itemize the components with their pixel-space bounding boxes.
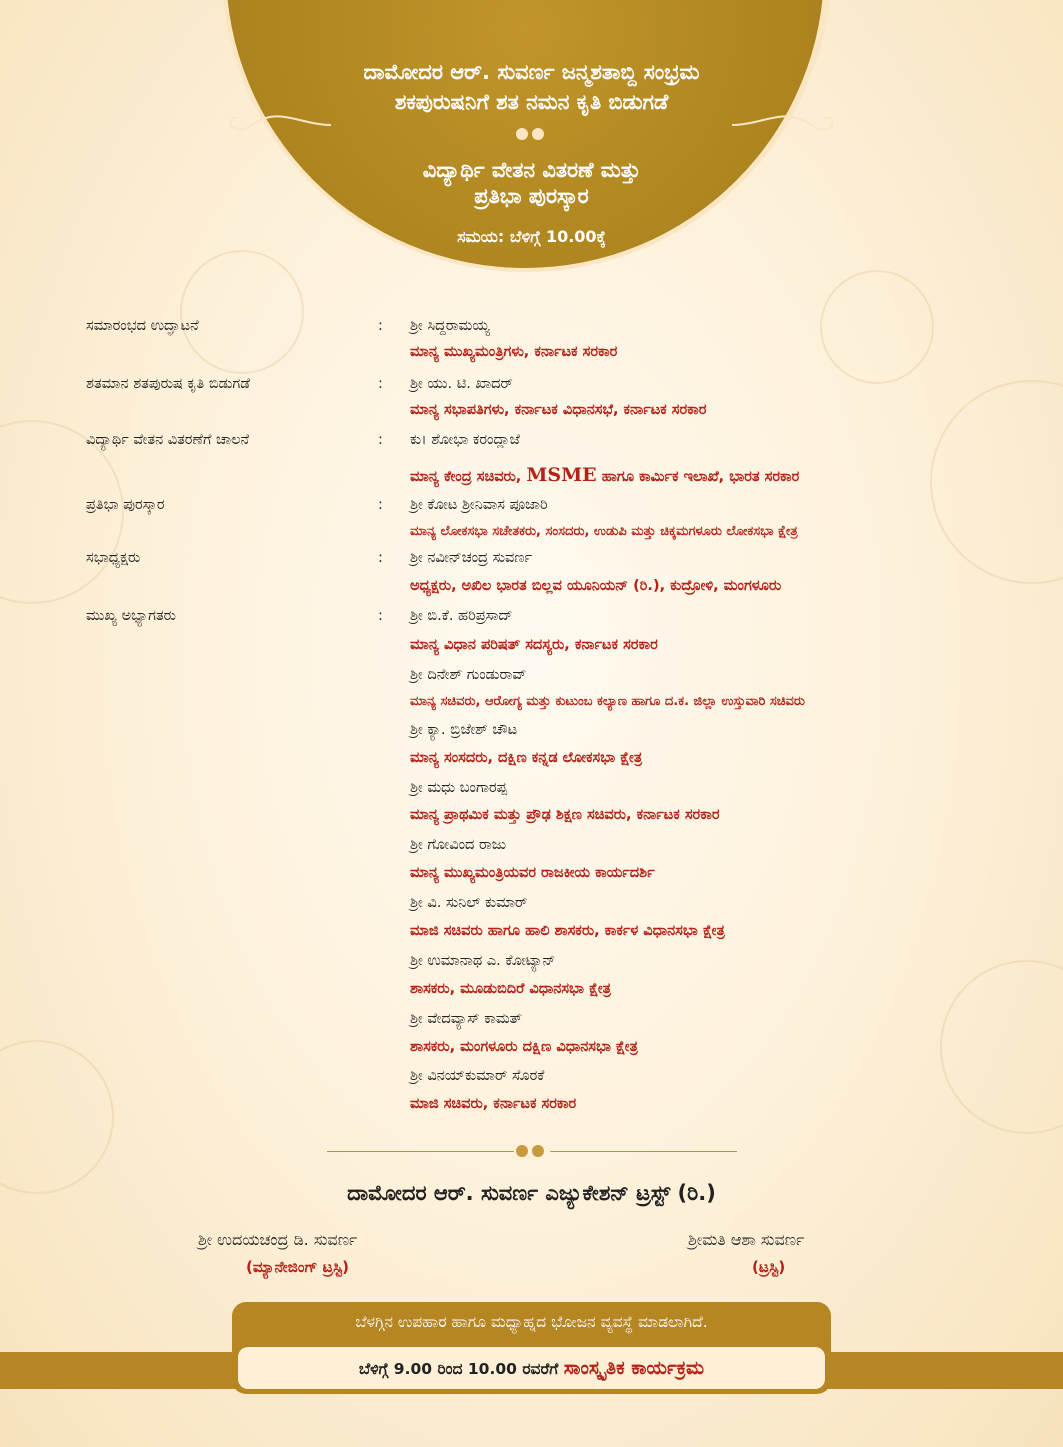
guest-desc-row (0, 865, 1063, 889)
header-title-line-3: ವಿದ್ಯಾರ್ಥಿ ವೇತನ ವಿತರಣೆ ಮತ್ತು (422, 158, 641, 182)
person-designation: ಮಾನ್ಯ ಸಭಾಪತಿಗಳು, ಕರ್ನಾಟಕ ವಿಧಾನಸಭೆ, ಕರ್ನಾಟಕ ಸರಕಾರ (410, 402, 707, 418)
person-designation: ಮಾನ್ಯ ಸಂಸದರು, ದಕ್ಷಿಣ ಕನ್ನಡ ಲೋಕಸಭಾ ಕ್ಷೇತ್ರ (410, 750, 643, 766)
programme-row (0, 318, 1063, 342)
header-time: ಸಮಯ: ಬೆಳಿಗ್ಗೆ 10.00ಕ್ಕೆ (457, 227, 606, 246)
person-name: ಶ್ರೀ ಗೋವಿಂದ ರಾಜು (410, 837, 507, 853)
trust-name: ದಾಮೋದರ ಆರ್. ಸುವರ್ಣ ಎಜ್ಯುಕೇಶನ್ ಟ್ರಸ್ಟ್ (ರಿ.) (347, 1181, 716, 1205)
managing-trustee-role: (ಮ್ಯಾನೇಜಿಂಗ್ ಟ್ರಸ್ಟಿ) (246, 1258, 350, 1276)
divider-line (327, 1151, 514, 1152)
person-name: ಕು। ಶೋಭಾ ಕರಂದ್ಲಾಜೆ (410, 432, 520, 448)
header-dots-ornament (516, 128, 544, 140)
guest-desc-row (0, 1039, 1063, 1063)
guest-name-row (0, 895, 1063, 919)
colon: : (378, 608, 383, 624)
managing-trustee-name: ಶ್ರೀ ಉದಯಚಂದ್ರ ಡಿ. ಸುವರ್ಣ (198, 1230, 358, 1249)
person-designation: ಶಾಸಕರು, ಮಂಗಳೂರು ದಕ್ಷಿಣ ವಿಧಾನಸಭಾ ಕ್ಷೇತ್ರ (410, 1039, 638, 1055)
guest-desc-row (0, 807, 1063, 831)
programme-row (0, 376, 1063, 400)
trustee-name: ಶ್ರೀಮತಿ ಆಶಾ ಸುವರ್ಣ (688, 1230, 805, 1249)
guest-name-row (0, 837, 1063, 861)
person-designation: ಶಾಸಕರು, ಮೂಡುಬಿದಿರೆ ವಿಧಾನಸಭಾ ಕ್ಷೇತ್ರ (410, 981, 611, 997)
programme-desc-row (0, 402, 1063, 426)
person-designation: ಮಾನ್ಯ ಮುಖ್ಯಮಂತ್ರಿಯವರ ರಾಜಕೀಯ ಕಾರ್ಯದರ್ಶಿ (410, 865, 655, 881)
programme-row (0, 432, 1063, 456)
person-designation: ಮಾನ್ಯ ಲೋಕಸಭಾ ಸಚೇತಕರು, ಸಂಸದರು, ಉಡುಪಿ ಮತ್ತು ಚಿಕ್ಕಮಗಳೂರು ಲೋಕಸಭಾ ಕ್ಷೇತ್ರ (410, 524, 798, 539)
programme-row (0, 608, 1063, 632)
colon: : (378, 550, 383, 566)
programme-label: ಮುಖ್ಯ ಅಭ್ಯಾಗತರು (86, 608, 176, 624)
guest-name-row (0, 953, 1063, 977)
programme-desc-row (0, 578, 1063, 602)
guest-name-row (0, 722, 1063, 746)
person-name: ಶ್ರೀ ಬಿ.ಕೆ. ಹರಿಪ್ರಸಾದ್ (410, 608, 513, 624)
programme-label: ವಿದ್ಯಾರ್ಥಿ ವೇತನ ವಿತರಣೆಗೆ ಚಾಲನೆ (86, 432, 250, 448)
programme-label: ಶತಮಾನ ಶತಪುರುಷ ಕೃತಿ ಬಿಡುಗಡೆ (86, 376, 251, 392)
person-name: ಶ್ರೀ ವೇದವ್ಯಾಸ್ ಕಾಮತ್ (410, 1011, 523, 1027)
person-designation: ಮಾಜಿ ಸಚಿವರು, ಕರ್ನಾಟಕ ಸರಕಾರ (410, 1096, 577, 1112)
footer-meal-note: ಬೆಳಗ್ಗಿನ ಉಪಹಾರ ಹಾಗೂ ಮಧ್ಯಾಹ್ನದ ಭೋಜನ ವ್ಯವಸ್ಥೆ ಮಾಡಲಾಗಿದೆ. (355, 1313, 708, 1331)
programme-row (0, 497, 1063, 521)
person-name: ಶ್ರೀ ಉಮಾನಾಥ ಎ. ಕೋಟ್ಯಾನ್ (410, 953, 556, 969)
person-name: ಶ್ರೀ ನವೀನ್‌ಚಂದ್ರ ಸುವರ್ಣ (410, 550, 533, 566)
programme-desc-row (0, 344, 1063, 368)
cultural-programme-label: ಸಾಂಸ್ಕೃತಿಕ ಕಾರ್ಯಕ್ರಮ (563, 1357, 705, 1379)
programme-label: ಸಮಾರಂಭದ ಉದ್ಘಾಟನೆ (86, 318, 199, 334)
programme-desc-row (0, 464, 1063, 488)
msme-label: MSME (526, 464, 597, 486)
person-name: ಶ್ರೀ ಯು. ಟಿ. ಖಾದರ್ (410, 376, 513, 392)
programme-row (0, 550, 1063, 574)
trustee-role: (ಟ್ರಸ್ಟಿ) (752, 1258, 786, 1276)
guest-desc-row (0, 1096, 1063, 1120)
person-name: ಶ್ರೀ ವಿನಯ್‌ಕುಮಾರ್ ಸೊರಕೆ (410, 1068, 545, 1084)
person-name: ಶ್ರೀ ವಿ. ಸುನಿಲ್ ಕುಮಾರ್ (410, 895, 528, 911)
guest-name-row (0, 1011, 1063, 1035)
person-name: ಶ್ರೀ ಮಧು ಬಂಗಾರಪ್ಪ (410, 780, 508, 796)
guest-name-row (0, 667, 1063, 691)
colon: : (378, 432, 383, 448)
guest-desc-row (0, 981, 1063, 1005)
person-designation: ಅಧ್ಯಕ್ಷರು, ಅಖಿಲ ಭಾರತ ಬಿಲ್ಲವ ಯೂನಿಯನ್ (ರಿ.), ಕುದ್ರೋಳಿ, ಮಂಗಳೂರು (410, 578, 782, 594)
header-title-line-1: ದಾಮೋದರ ಆರ್. ಸುವರ್ಣ ಜನ್ಮಶತಾಬ್ದಿ ಸಂಭ್ರಮ (363, 60, 700, 84)
person-designation: ಮಾನ್ಯ ಕೇಂದ್ರ ಸಚಿವರು, MSME ಹಾಗೂ ಕಾರ್ಮಿಕ ಇಲಾಖೆ, ಭಾರತ ಸರಕಾರ (410, 464, 800, 486)
programme-label: ಸಭಾಧ್ಯಕ್ಷರು (86, 550, 141, 566)
person-designation: ಮಾನ್ಯ ಮುಖ್ಯಮಂತ್ರಿಗಳು, ಕರ್ನಾಟಕ ಸರಕಾರ (410, 344, 618, 360)
person-designation: ಮಾನ್ಯ ಪ್ರಾಥಮಿಕ ಮತ್ತು ಪ್ರೌಢ ಶಿಕ್ಷಣ ಸಚಿವರು, ಕರ್ನಾಟಕ ಸರಕಾರ (410, 807, 720, 823)
programme-label: ಪ್ರತಿಭಾ ಪುರಸ್ಕಾರ (86, 497, 165, 513)
header-title-line-4: ಪ್ರತಿಭಾ ಪುರಸ್ಕಾರ (474, 184, 589, 208)
footer-cultural-note: ಬೆಳಿಗ್ಗೆ 9.00 ರಿಂದ 10.00 ರವರೆಗೆ ಸಾಂಸ್ಕೃತಿಕ ಕಾರ್ಯಕ್ರಮ (358, 1357, 705, 1379)
guest-name-row (0, 1068, 1063, 1092)
person-designation: ಮಾನ್ಯ ವಿಧಾನ ಪರಿಷತ್ ಸದಸ್ಯರು, ಕರ್ನಾಟಕ ಸರಕಾರ (410, 637, 658, 653)
guest-desc-row (0, 694, 1063, 718)
person-name: ಶ್ರೀ ಸಿದ್ದರಾಮಯ್ಯ (410, 318, 490, 334)
guest-desc-row (0, 923, 1063, 947)
person-name: ಶ್ರೀ ಕೋಟ ಶ್ರೀನಿವಾಸ ಪೂಜಾರಿ (410, 497, 548, 513)
header-title-line-2: ಶಕಪುರುಷನಿಗೆ ಶತ ನಮನ ಕೃತಿ ಬಿಡುಗಡೆ (394, 90, 669, 114)
divider-line (550, 1151, 737, 1152)
colon: : (378, 318, 383, 334)
guest-desc-row (0, 637, 1063, 661)
guest-name-row (0, 780, 1063, 804)
guest-desc-row (0, 750, 1063, 774)
person-designation: ಮಾಜಿ ಸಚಿವರು ಹಾಗೂ ಹಾಲಿ ಶಾಸಕರು, ಕಾರ್ಕಳ ವಿಧಾನಸಭಾ ಕ್ಷೇತ್ರ (410, 923, 725, 939)
divider-dots-ornament (516, 1145, 544, 1157)
programme-desc-row (0, 524, 1063, 548)
person-name: ಶ್ರೀ ಕ್ಯಾ. ಬ್ರಿಜೇಶ್ ಚೌಟ (410, 722, 518, 738)
person-designation: ಮಾನ್ಯ ಸಚಿವರು, ಆರೋಗ್ಯ ಮತ್ತು ಕುಟುಂಬ ಕಲ್ಯಾಣ ಹಾಗೂ ದ.ಕ. ಜಿಲ್ಲಾ ಉಸ್ತುವಾರಿ ಸಚಿವರು (410, 694, 805, 709)
colon: : (378, 497, 383, 513)
colon: : (378, 376, 383, 392)
person-name: ಶ್ರೀ ದಿನೇಶ್ ಗುಂಡುರಾವ್ (410, 667, 527, 683)
